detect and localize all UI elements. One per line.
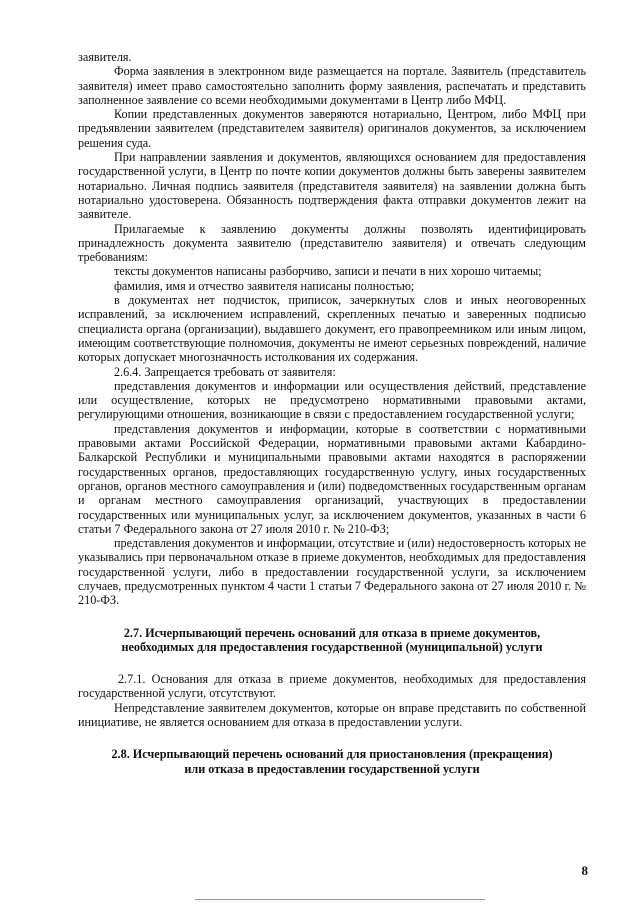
section-2-6-4: 2.6.4. Запрещается требовать от заявителя: xyxy=(114,364,336,379)
list-item: в документах нет подчисток, приписок, зачеркнутых слов и иных неоговоренных исправлений, за исключением исправлений, скрепленных печатью и заверенных подписью специалиста органа (организации), выдавшего документ, его правопреемником или иным лицом, имеющим соответствующие полномочия, документы не имеют серьезных повреждений, наличие которых допускает многозначность истолкования их содержания. xyxy=(78,293,586,365)
paragraph: Прилагаемые к заявлению документы должны позволять идентифицировать принадлежность документа заявителю (представителю заявителя) и отвечать следующим требованиям: xyxy=(78,221,586,265)
document-body xyxy=(78,50,586,776)
section-heading-2-8 xyxy=(78,747,586,776)
page-number: 8 xyxy=(581,863,588,878)
paragraph: заявителя. xyxy=(78,50,132,64)
list-item: представления документов и информации или осуществления действий, представление или осуществление, которых не предусмотрено нормативными правовыми актами, регулирующими отношения, возникающие в связи с предоставлением государственной услуги; xyxy=(78,378,586,422)
heading-line: или отказа в предоставлении государственной услуги xyxy=(184,761,480,776)
heading-line: 2.7. Исчерпывающий перечень оснований для отказа в приеме документов, xyxy=(123,625,541,640)
list-item: тексты документов написаны разборчиво, записи и печати в них хорошо читаемы; xyxy=(114,264,542,279)
paragraph: Непредставление заявителем документов, которые он вправе представить по собственной инициативе, не является основанием для отказа в предоставлении услуги. xyxy=(78,700,586,730)
section-heading-2-7 xyxy=(78,626,586,655)
spacer xyxy=(78,654,586,672)
paragraph: Копии представленных документов заверяются нотариально, Центром, либо МФЦ при предъявлении заявителем (представителем заявителя) оригиналов документов, за исключением решения суда. xyxy=(78,107,586,150)
section-2-7-1: 2.7.1. Основания для отказа в приеме документов, необходимых для предоставления государственной услуги, отсутствуют. xyxy=(78,672,586,701)
paragraph: Форма заявления в электронном виде размещается на портале. Заявитель (представитель заявителя) имеет право самостоятельно заполнить форму заявления, распечатать и представить заполненное заявление со всеми необходимыми документами в Центр либо МФЦ. xyxy=(78,64,586,107)
spacer xyxy=(78,608,586,626)
spacer xyxy=(78,729,586,747)
list-item: представления документов и информации, отсутствие и (или) недостоверность которых не указывались при первоначальном отказе в приеме документов, необходимых для предоставления государственной услуги, либо в предоставлении государственной услуги, за исключением случаев, предусмотренных пунктом 4 части 1 статьи 7 Федерального закона от 27 июля 2010 г. № 210-ФЗ. xyxy=(78,536,586,608)
heading-line: необходимых для предоставления государственной (муниципальной) услуги xyxy=(121,639,543,654)
heading-line: 2.8. Исчерпывающий перечень оснований для приостановления (прекращения) xyxy=(111,747,553,762)
bottom-divider xyxy=(195,899,485,900)
paragraph: При направлении заявления и документов, являющихся основанием для предоставления государственной услуги, в Центр по почте копии документов должны быть заверены заявителем нотариально. Личная подпись заявителя (представителя заявителя) на заявлении должна быть нотариально удостоверена. Обязанность подтверждения факта отправки документов лежит на заявителе. xyxy=(78,150,586,222)
list-item: фамилия, имя и отчество заявителя написаны полностью; xyxy=(114,278,415,293)
list-item: представления документов и информации, которые в соответствии с нормативными правовыми актами Российской Федерации, нормативными правовыми актами Кабардино-Балкарской Республики и муниципальными правовыми актами находятся в распоряжении государственных органов, предоставляющих государственную услугу, иных государственных органов, органов местного самоуправления и (или) подведомственных государственным органам и органам местного самоуправления организаций, участвующих в предоставлении государственных или муниципальных услуг, за исключением документов, указанных в части 6 статьи 7 Федерального закона от 27 июля 2010 г. № 210-ФЗ; xyxy=(78,421,586,536)
